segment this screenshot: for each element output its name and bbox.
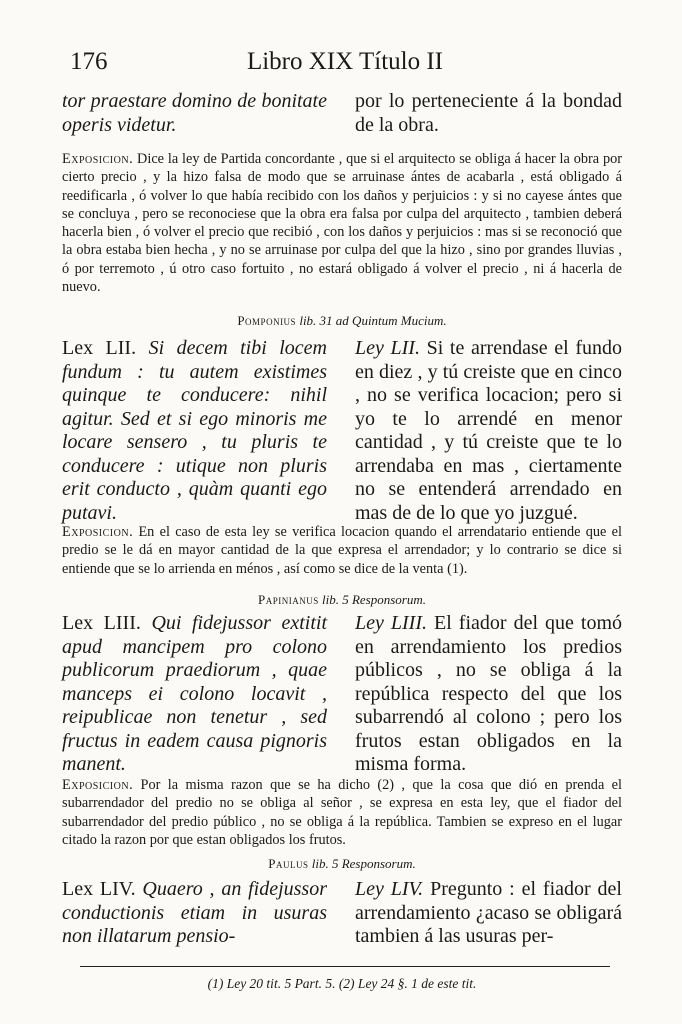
exposition-label: Exposicion.: [62, 524, 134, 540]
spanish-column: [355, 337, 622, 525]
lex-heading: Lex LIV.: [62, 878, 136, 900]
attribution-name: Papinianus: [258, 592, 319, 607]
exposition-label: Exposicion.: [62, 151, 134, 167]
lex-54: [62, 878, 622, 949]
latin-column: [62, 612, 327, 777]
lex-text: Quaero , an fidejussor conductionis etiam in usuras non illatarum pensio-: [62, 878, 327, 947]
attribution-papinianus: [62, 592, 622, 608]
latin-column: [62, 337, 327, 525]
attribution-ref: lib. 31 ad Quintum Mucium.: [299, 313, 447, 328]
ley-heading: Ley LIII.: [355, 612, 427, 634]
attribution-name: Pomponius: [237, 313, 297, 328]
spanish-column: por lo perteneciente á la bondad de la obra.: [355, 90, 622, 136]
latin-column: [62, 878, 327, 949]
attribution-paulus: [62, 856, 622, 872]
page-number: 176: [70, 48, 108, 75]
lex-heading: Lex LIII.: [62, 612, 141, 634]
running-title: Libro XIX Título II: [246, 48, 444, 75]
ley-text: Pregunto : el fiador del arrendamiento ¿acaso se obligará tambien á las usuras per-: [355, 878, 622, 947]
attribution-ref: lib. 5 Responsorum.: [321, 592, 426, 607]
footnote-divider: [80, 966, 610, 967]
lex-text: Si decem tibi locem fundum : tu autem existimes quinque te conducere: nihil agitur. Sed et si ego minoris me locare sensero , tu pluris te conducere : utique non pluris erit conducto , quàm quanti ego putavi.: [62, 337, 327, 524]
exposition-text: En el caso de esta ley se verifica locacion quando el arrendatario entiende que el predio se le dá en mayor cantidad de la que expresa el arrendador; y lo contrario se dice si entiende que se lo arrienda en ménos , así como se dice de la venta (1).: [62, 524, 622, 577]
ley-text: El fiador del que tomó en arrendamiento los predios públicos , no se obliga á la república respecto del que los subarrendó al colono ; pero los frutos estan obligados en la misma forma.: [355, 612, 623, 775]
spanish-column: [355, 878, 622, 949]
exposition-1: [62, 150, 622, 296]
top-continuation: [62, 90, 622, 137]
attribution-pomponius: [62, 313, 622, 329]
lex-heading: Lex LII.: [62, 337, 137, 359]
exposition-text: Dice la ley de Partida concordante , que si el arquitecto se obliga á hacer la obra por cierto precio , y la hizo falsa de modo que se arruinase ántes de acabarla , está obligado á reedificarla , ó volver lo que había recibido con los daños y perjuicios : y si no cayese ántes que se concluya , pero se reconociese que la obra era falsa por culpa del arquitecto , tambien deberá hacerla bien , ó volver el precio que recibió , con los daños y perjuicios : mas si se reconoció que la obra estaba bien hecha , y no se arruinase por culpa del que la hizo , sino por grandes lluvias , ó por terremoto , ú otro caso fortuito , no estará obligado á volver el precio , ni á hacerla de nuevo.: [62, 151, 623, 296]
page-header: [70, 48, 620, 82]
exposition-text: Por la misma razon que se ha dicho (2) , que la cosa que dió en prenda el subarrendador del predio no se obliga al señor , se expresa en esta ley, que el fiador del subarrendador del predio público , no se obliga á la república. Tambien se expreso en el lugar citado la razon por que estan obligados los frutos.: [62, 777, 622, 848]
ley-text: Si te arrendase el fundo en diez , y tú creiste que en cinco , no se verifica locacion; pero si yo te lo arrendé en menor cantidad , y tú creiste que te lo arrendaba en mas , ciertamente no se entenderá arrendado en mas de de lo que yo juzgué.: [355, 337, 622, 524]
spanish-column: [355, 612, 622, 777]
ley-heading: Ley LII.: [355, 337, 420, 359]
ley-heading: Ley LIV.: [355, 878, 424, 900]
footnotes: (1) Ley 20 tit. 5 Part. 5. (2) Ley 24 §. 1 de este tit.: [207, 976, 477, 991]
exposition-label: Exposicion.: [62, 777, 134, 793]
lex-53: [62, 612, 622, 777]
attribution-name: Paulus: [268, 856, 309, 871]
latin-column: tor praestare domino de bonitate operis videtur.: [62, 90, 327, 136]
lex-52: [62, 337, 622, 525]
exposition-2: [62, 523, 622, 578]
lex-text: Qui fidejussor extitit apud mancipem pro colono publicorum praediorum , quae manceps ei colono locavit , reipublicae non tenetur , sed fructus in eadem causa pignoris manent.: [62, 612, 328, 775]
attribution-ref: lib. 5 Responsorum.: [311, 856, 416, 871]
exposition-3: [62, 776, 622, 849]
